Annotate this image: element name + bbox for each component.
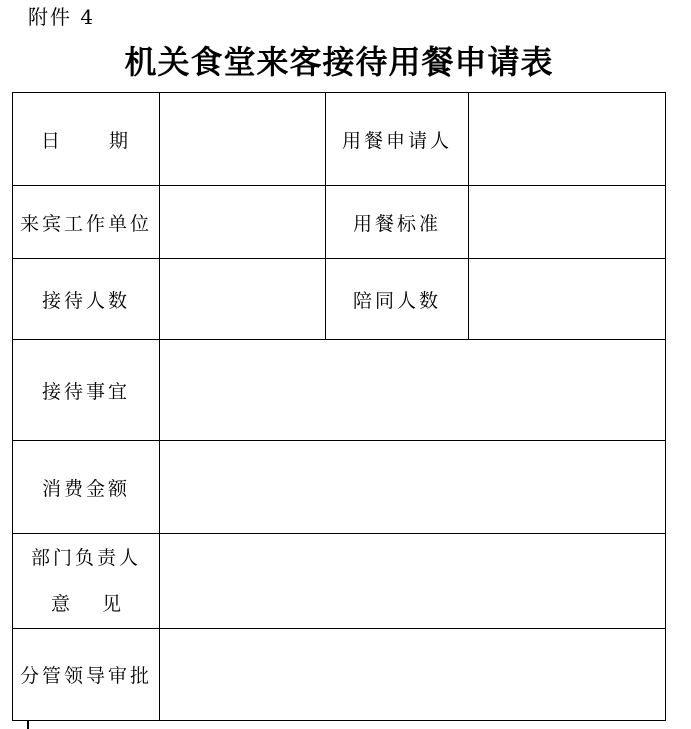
row-matters [13, 340, 666, 441]
date-value-cell[interactable] [160, 93, 326, 186]
meal-applicant-value-cell[interactable] [469, 93, 666, 186]
row-approval [13, 629, 666, 721]
date-label-char-2: 期 [109, 129, 132, 152]
approval-label: 分管领导审批 [13, 629, 160, 721]
approval-value-cell[interactable] [160, 629, 666, 721]
row-guest-unit [13, 186, 666, 259]
attachment-label: 附件 4 [28, 5, 96, 29]
dept-opinion-label [13, 534, 160, 629]
dept-opinion-line-2 [13, 581, 159, 627]
dept-opinion-line-1: 部门负责人 [30, 547, 141, 569]
row-guest-count [13, 259, 666, 340]
matters-label: 接待事宜 [13, 340, 160, 441]
form-title: 机关食堂来客接待用餐申请表 [124, 43, 554, 81]
dept-opinion-char-2: 见 [102, 593, 122, 615]
date-label-char-1: 日 [40, 129, 63, 152]
row-dept-opinion [13, 534, 666, 629]
meal-applicant-label: 用餐申请人 [326, 93, 469, 186]
dept-opinion-value-cell[interactable] [160, 534, 666, 629]
guest-unit-label: 来宾工作单位 [13, 186, 160, 259]
amount-value-cell[interactable] [160, 441, 666, 534]
meal-standard-value-cell[interactable] [469, 186, 666, 259]
application-form-table [12, 92, 666, 721]
page-edge-mark [27, 721, 29, 729]
matters-value-cell[interactable] [160, 340, 666, 441]
guest-unit-value-cell[interactable] [160, 186, 326, 259]
accompany-count-value-cell[interactable] [469, 259, 666, 340]
guest-count-label: 接待人数 [13, 259, 160, 340]
row-amount [13, 441, 666, 534]
dept-opinion-char-1: 意 [50, 593, 70, 615]
date-label [13, 93, 160, 186]
row-date [13, 93, 666, 186]
meal-standard-label: 用餐标准 [326, 186, 469, 259]
amount-label: 消费金额 [13, 441, 160, 534]
guest-count-value-cell[interactable] [160, 259, 326, 340]
accompany-count-label: 陪同人数 [326, 259, 469, 340]
